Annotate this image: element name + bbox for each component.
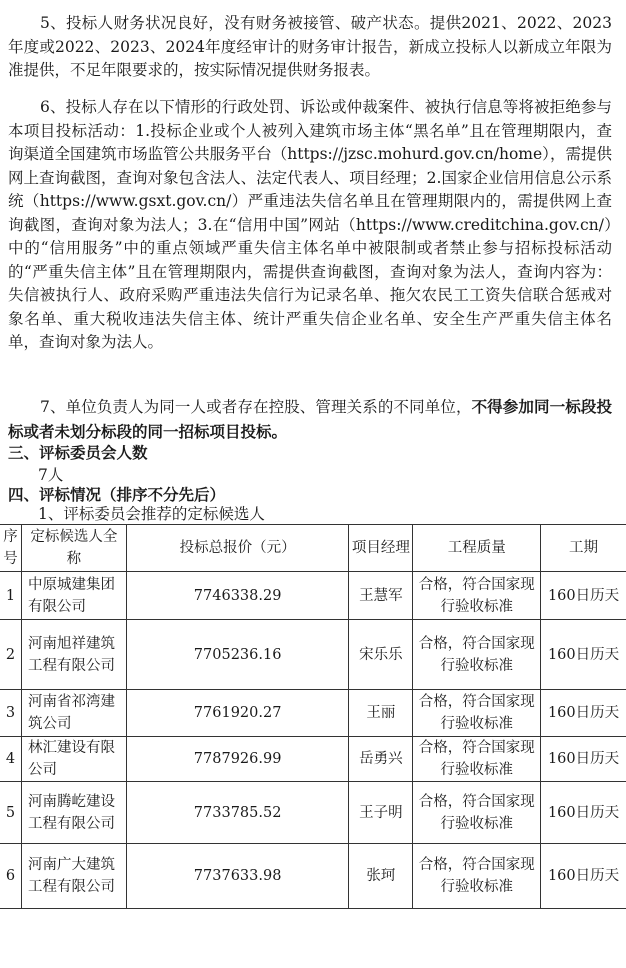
cell-no: 2 <box>0 620 21 690</box>
cell-period: 160日历天 <box>541 737 626 782</box>
table-row <box>0 690 626 737</box>
candidate-table <box>0 524 626 909</box>
cell-no: 5 <box>0 782 21 844</box>
paragraph-6: 6、投标人存在以下情形的行政处罚、诉讼或仲裁案件、被执行信息等将被拒绝参与本项目投标活动：1.投标企业或个人被列入建筑市场主体“黑名单”且在管理期限内，查询渠道全国建筑市场监管公共服务平台（https://jzsc.mohurd.gov.cn/home），需提供网上查询截图，查询对象包含法人、法定代表人、项目经理；2.国家企业信用信息公示系统（https://www.gsxt.gov.cn/）严重违法失信名单且在管理期限内的，需提供网上查询截图，查询对象为法人；3.在“信用中国”网站（https://www.creditchina.gov.cn/）中的“信用服务”中的重点领域严重失信主体名单中被限制或者禁止参与招标投标活动的“严重失信主体”且在管理期限内，需提供查询截图，查询对象为法人，查询内容为：失信被执行人、政府采购严重违法失信行为记录名单、拖欠农民工工资失信联合惩戒对象名单、重大税收违法失信主体、统计严重失信企业名单、安全生产严重失信主体名单，查询对象为法人。 <box>8 98 612 351</box>
cell-name: 河南腾屹建设工程有限公司 <box>21 782 126 844</box>
paragraph-7-text: 7、单位负责人为同一人或者存在控股、管理关系的不同单位， <box>40 398 472 416</box>
header-price: 投标总报价（元） <box>126 525 349 572</box>
paragraph-5: 5、投标人财务状况良好，没有财务被接管、破产状态。提供2021、2022、2023年度或2022、2023、2024年度经审计的财务审计报告，新成立投标人以新成立年限为准提供，不足年限要求的，按实际情况提供财务报表。 <box>8 14 612 79</box>
cell-quality: 合格，符合国家现行验收标准 <box>413 690 541 737</box>
header-quality: 工程质量 <box>413 525 541 572</box>
cell-period: 160日历天 <box>541 572 626 620</box>
cell-quality: 合格，符合国家现行验收标准 <box>413 844 541 909</box>
cell-price: 7733785.52 <box>126 782 349 844</box>
section-4-subheading: 1、评标委员会推荐的定标候选人 <box>38 505 265 523</box>
cell-no: 3 <box>0 690 21 737</box>
header-manager: 项目经理 <box>349 525 413 572</box>
cell-quality: 合格，符合国家现行验收标准 <box>413 572 541 620</box>
cell-price: 7746338.29 <box>126 572 349 620</box>
cell-manager: 王慧军 <box>349 572 413 620</box>
table-row <box>0 572 626 620</box>
table-header-row <box>0 525 626 572</box>
cell-quality: 合格，符合国家现行验收标准 <box>413 737 541 782</box>
cell-period: 160日历天 <box>541 844 626 909</box>
cell-no: 6 <box>0 844 21 909</box>
cell-name: 河南广大建筑工程有限公司 <box>21 844 126 909</box>
cell-no: 1 <box>0 572 21 620</box>
paragraph-7-emphasis: 不得参加同一标段投标或者未划分标段的同一招标项目投标。 <box>8 397 612 441</box>
cell-name: 河南旭祥建筑工程有限公司 <box>21 620 126 690</box>
table-row <box>0 844 626 909</box>
cell-manager: 岳勇兴 <box>349 737 413 782</box>
cell-price: 7737633.98 <box>126 844 349 909</box>
cell-name: 河南省祁湾建筑公司 <box>21 690 126 737</box>
header-name: 定标候选人全称 <box>21 525 126 572</box>
cell-period: 160日历天 <box>541 782 626 844</box>
table-row <box>0 620 626 690</box>
cell-no: 4 <box>0 737 21 782</box>
cell-name: 中原城建集团有限公司 <box>21 572 126 620</box>
header-period: 工期 <box>541 525 626 572</box>
cell-name: 林汇建设有限公司 <box>21 737 126 782</box>
cell-price: 7787926.99 <box>126 737 349 782</box>
cell-manager: 王子明 <box>349 782 413 844</box>
table-row <box>0 782 626 844</box>
cell-manager: 王丽 <box>349 690 413 737</box>
table-row <box>0 737 626 782</box>
cell-quality: 合格，符合国家现行验收标准 <box>413 782 541 844</box>
committee-size: 7人 <box>38 466 64 484</box>
cell-manager: 张珂 <box>349 844 413 909</box>
header-no: 序号 <box>0 525 21 572</box>
cell-period: 160日历天 <box>541 690 626 737</box>
section-3-heading: 三、评标委员会人数 <box>8 444 148 462</box>
cell-manager: 宋乐乐 <box>349 620 413 690</box>
cell-period: 160日历天 <box>541 620 626 690</box>
paragraph-7 <box>8 395 612 444</box>
cell-quality: 合格，符合国家现行验收标准 <box>413 620 541 690</box>
cell-price: 7705236.16 <box>126 620 349 690</box>
cell-price: 7761920.27 <box>126 690 349 737</box>
section-4-heading: 四、评标情况（排序不分先后） <box>8 486 226 504</box>
